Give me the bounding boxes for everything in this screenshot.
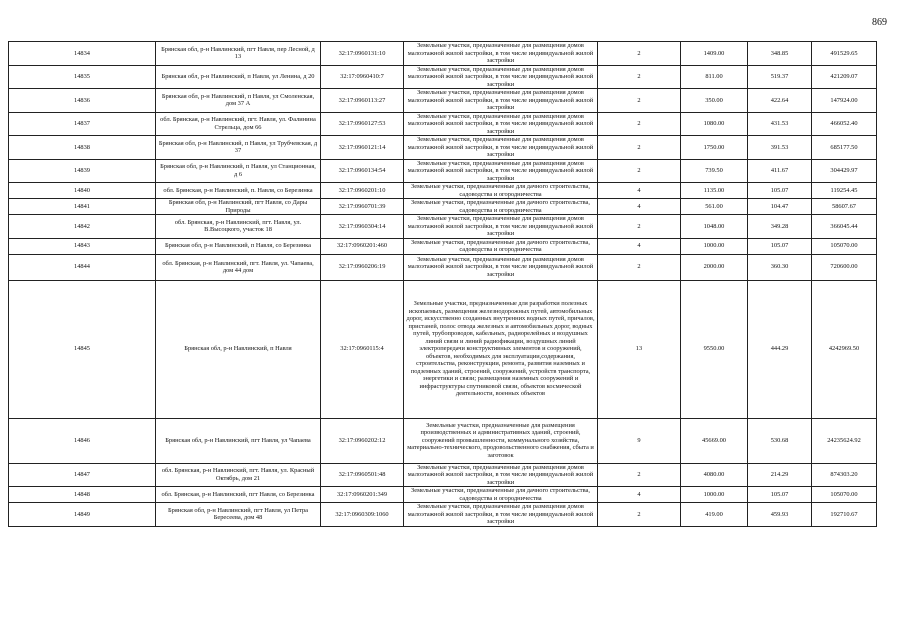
specific-value-cell: 104.47	[748, 199, 812, 215]
land-purpose-cell: Земельные участки, предназначенные для размещения домов малоэтажной жилой застройки, в том числе индивидуальной жилой застройки	[404, 254, 598, 280]
address-cell: обл. Брянская, р-н Навлинский, пгт. Навля, ул. В.Высоцкого, участок 18	[156, 215, 321, 239]
land-registry-table	[8, 41, 877, 527]
table-row	[9, 487, 877, 503]
area-cell: 9550.00	[681, 280, 748, 418]
group-number-cell: 4	[598, 199, 681, 215]
row-number-cell: 14849	[9, 503, 156, 527]
cadastral-value-cell: 720600.00	[812, 254, 877, 280]
group-number-cell: 2	[598, 65, 681, 89]
address-cell: обл. Брянская, р-н Навлинский, пгт Навля, сo Березинка	[156, 487, 321, 503]
table-row	[9, 112, 877, 136]
table-row	[9, 199, 877, 215]
table-row	[9, 136, 877, 160]
address-cell: Брянская обл, р-н Навлинский, п Навля, ул Смоленская, дом 37 А	[156, 89, 321, 113]
cadastral-number-cell: 32:17:0960410:7	[321, 65, 404, 89]
row-number-cell: 14834	[9, 42, 156, 66]
group-number-cell: 2	[598, 254, 681, 280]
cadastral-number-cell: 32:17:0960127:53	[321, 112, 404, 136]
cadastral-value-cell: 366045.44	[812, 215, 877, 239]
land-purpose-cell: Земельные участки, предназначенные для разработки полезных ископаемых, размещения железнодорожных путей, автомобильных дорог, искусственно созданных внутренних водных путей, причалов, пристаней, полос отвода железных и автомобильных дорог, водных путей, трубопроводов, кабельных, радиорелейных и воздушных линий связи и линий радиофикации, воздушных линий электропередачи конструктивных элементов и сооружений, объектов, необходимых для эксплуатации,содержания, строительства, реконструкции, ремонта, развития наземных и подземных зданий, строений, сооружений, устройств транспорта, энергетики и связи; размещения наземных сооружений и инфраструктуры спутниковой связи, объектов космической деятельности, военных объектов	[404, 280, 598, 418]
specific-value-cell: 431.53	[748, 112, 812, 136]
cadastral-value-cell: 466052.40	[812, 112, 877, 136]
specific-value-cell: 105.07	[748, 183, 812, 199]
cadastral-number-cell: 32:17:0960134:54	[321, 159, 404, 183]
land-purpose-cell: Земельные участки, предназначенные для размещения домов малоэтажной жилой застройки, в том числе индивидуальной жилой застройки	[404, 65, 598, 89]
group-number-cell: 4	[598, 238, 681, 254]
land-purpose-cell: Земельные участки, предназначенные для размещения домов малоэтажной жилой застройки, в том числе индивидуальной жилой застройки	[404, 159, 598, 183]
area-cell: 1750.00	[681, 136, 748, 160]
specific-value-cell: 411.67	[748, 159, 812, 183]
cadastral-value-cell: 58607.67	[812, 199, 877, 215]
land-purpose-cell: Земельные участки, предназначенные для размещения домов малоэтажной жилой застройки, в том числе индивидуальной жилой застройки	[404, 42, 598, 66]
specific-value-cell: 530.68	[748, 418, 812, 463]
land-purpose-cell: Земельные участки, предназначенные для размещения производственных и административных зданий, строений, сооружений промышленности, коммунального хозяйства, материально-технического, продовольственного снабжения, сбыта и заготовок	[404, 418, 598, 463]
cadastral-number-cell: 32:17:0960206:19	[321, 254, 404, 280]
specific-value-cell: 105.07	[748, 487, 812, 503]
row-number-cell: 14842	[9, 215, 156, 239]
address-cell: обл. Брянская, р-н Навлинский, пгт. Навля, ул. Фалинина Стрельца, дом 66	[156, 112, 321, 136]
page-number: 869	[872, 17, 887, 28]
cadastral-value-cell: 4242969.50	[812, 280, 877, 418]
area-cell: 45669.00	[681, 418, 748, 463]
group-number-cell: 2	[598, 159, 681, 183]
address-cell: Брянская обл, р-н Навлинский, пгт Навля, ул Чапаева	[156, 418, 321, 463]
cadastral-value-cell: 105070.00	[812, 487, 877, 503]
row-number-cell: 14843	[9, 238, 156, 254]
land-purpose-cell: Земельные участки, предназначенные для размещения домов малоэтажной жилой застройки, в том числе индивидуальной жилой застройки	[404, 215, 598, 239]
cadastral-value-cell: 24235624.92	[812, 418, 877, 463]
cadastral-value-cell: 685177.50	[812, 136, 877, 160]
row-number-cell: 14844	[9, 254, 156, 280]
area-cell: 1409.00	[681, 42, 748, 66]
area-cell: 739.50	[681, 159, 748, 183]
group-number-cell: 4	[598, 183, 681, 199]
specific-value-cell: 422.64	[748, 89, 812, 113]
cadastral-number-cell: 32:17:0960701:39	[321, 199, 404, 215]
land-purpose-cell: Земельные участки, предназначенные для дачного строительства, садоводства и огородничества	[404, 238, 598, 254]
table-row	[9, 254, 877, 280]
cadastral-number-cell: 32:17:0960309:1060	[321, 503, 404, 527]
cadastral-value-cell: 421209.07	[812, 65, 877, 89]
area-cell: 2000.00	[681, 254, 748, 280]
area-cell: 811.00	[681, 65, 748, 89]
specific-value-cell: 360.30	[748, 254, 812, 280]
address-cell: Брянская обл, р-н Навлинский, п Навля, ул Станционная, д 6	[156, 159, 321, 183]
cadastral-number-cell: 32:17:0960115:4	[321, 280, 404, 418]
area-cell: 1048.00	[681, 215, 748, 239]
cadastral-value-cell: 105070.00	[812, 238, 877, 254]
group-number-cell: 2	[598, 215, 681, 239]
address-cell: Брянская обл, р-н Навлинский, п Навля, ул Трубчевская, д 37	[156, 136, 321, 160]
group-number-cell: 2	[598, 89, 681, 113]
group-number-cell: 4	[598, 487, 681, 503]
row-number-cell: 14835	[9, 65, 156, 89]
address-cell: обл. Брянская, р-н Навлинский, п. Навля, сo Березинка	[156, 183, 321, 199]
table-row	[9, 42, 877, 66]
address-cell: Брянская обл, р-н Навлинский, пгт Навля, пер Лесной, д 13	[156, 42, 321, 66]
cadastral-number-cell: 32:17:0960121:14	[321, 136, 404, 160]
land-purpose-cell: Земельные участки, предназначенные для размещения домов малоэтажной жилой застройки, в том числе индивидуальной жилой застройки	[404, 136, 598, 160]
cadastral-number-cell: 32:17:0960131:10	[321, 42, 404, 66]
cadastral-number-cell: 32:17:0960201:460	[321, 238, 404, 254]
specific-value-cell: 348.85	[748, 42, 812, 66]
cadastral-value-cell: 192710.67	[812, 503, 877, 527]
specific-value-cell: 519.37	[748, 65, 812, 89]
cadastral-number-cell: 32:17:0960501:48	[321, 463, 404, 487]
address-cell: Брянская обл, р-н Навлинский, п Навля, ул Ленина, д 20	[156, 65, 321, 89]
row-number-cell: 14845	[9, 280, 156, 418]
cadastral-value-cell: 119254.45	[812, 183, 877, 199]
row-number-cell: 14837	[9, 112, 156, 136]
table-row	[9, 89, 877, 113]
table-row	[9, 215, 877, 239]
group-number-cell: 2	[598, 463, 681, 487]
group-number-cell: 2	[598, 42, 681, 66]
table-row	[9, 463, 877, 487]
specific-value-cell: 214.29	[748, 463, 812, 487]
cadastral-value-cell: 874303.20	[812, 463, 877, 487]
group-number-cell: 13	[598, 280, 681, 418]
address-cell: Брянская обл, р-н Навлинский, п Навля, сo Березинка	[156, 238, 321, 254]
cadastral-number-cell: 32:17:0960113:27	[321, 89, 404, 113]
specific-value-cell: 349.28	[748, 215, 812, 239]
group-number-cell: 2	[598, 136, 681, 160]
land-purpose-cell: Земельные участки, предназначенные для размещения домов малоэтажной жилой застройки, в том числе индивидуальной жилой застройки	[404, 503, 598, 527]
cadastral-value-cell: 304429.97	[812, 159, 877, 183]
area-cell: 561.00	[681, 199, 748, 215]
cadastral-number-cell: 32:17:0960201:10	[321, 183, 404, 199]
specific-value-cell: 105.07	[748, 238, 812, 254]
area-cell: 419.00	[681, 503, 748, 527]
cadastral-value-cell: 147924.00	[812, 89, 877, 113]
land-purpose-cell: Земельные участки, предназначенные для размещения домов малоэтажной жилой застройки, в том числе индивидуальной жилой застройки	[404, 89, 598, 113]
table-row	[9, 65, 877, 89]
row-number-cell: 14848	[9, 487, 156, 503]
area-cell: 1000.00	[681, 487, 748, 503]
table-row	[9, 280, 877, 418]
address-cell: обл. Брянская, р-н Навлинский, пгт. Навля, ул. Красный Октябрь, дом 21	[156, 463, 321, 487]
row-number-cell: 14841	[9, 199, 156, 215]
land-purpose-cell: Земельные участки, предназначенные для размещения домов малоэтажной жилой застройки, в том числе индивидуальной жилой застройки	[404, 112, 598, 136]
cadastral-number-cell: 32:17:0960201:349	[321, 487, 404, 503]
row-number-cell: 14838	[9, 136, 156, 160]
group-number-cell: 2	[598, 112, 681, 136]
table-body	[9, 42, 877, 527]
area-cell: 1135.00	[681, 183, 748, 199]
area-cell: 1080.00	[681, 112, 748, 136]
table-row	[9, 418, 877, 463]
address-cell: обл. Брянская, р-н Навлинский, пгт. Навля, ул. Чапаева, дом 44 дом	[156, 254, 321, 280]
address-cell: Брянская обл, р-н Навлинский, п Навля	[156, 280, 321, 418]
row-number-cell: 14836	[9, 89, 156, 113]
address-cell: Брянская обл, р-н Навлинский, пгт Навля, ул Петра Бересеева, дом 48	[156, 503, 321, 527]
cadastral-number-cell: 32:17:0960202:12	[321, 418, 404, 463]
row-number-cell: 14839	[9, 159, 156, 183]
group-number-cell: 9	[598, 418, 681, 463]
land-purpose-cell: Земельные участки, предназначенные для дачного строительства, садоводства и огородничества	[404, 487, 598, 503]
address-cell: Брянская обл, р-н Навлинский, пгт Навля, сo Дары Природы	[156, 199, 321, 215]
specific-value-cell: 391.53	[748, 136, 812, 160]
table-row	[9, 183, 877, 199]
land-purpose-cell: Земельные участки, предназначенные для дачного строительства, садоводства и огородничества	[404, 199, 598, 215]
land-purpose-cell: Земельные участки, предназначенные для дачного строительства, садоводства и огородничества	[404, 183, 598, 199]
area-cell: 4080.00	[681, 463, 748, 487]
row-number-cell: 14847	[9, 463, 156, 487]
cadastral-value-cell: 491529.65	[812, 42, 877, 66]
table-row	[9, 159, 877, 183]
row-number-cell: 14840	[9, 183, 156, 199]
row-number-cell: 14846	[9, 418, 156, 463]
specific-value-cell: 444.29	[748, 280, 812, 418]
table-row	[9, 503, 877, 527]
area-cell: 350.00	[681, 89, 748, 113]
land-purpose-cell: Земельные участки, предназначенные для размещения домов малоэтажной жилой застройки, в том числе индивидуальной жилой застройки	[404, 463, 598, 487]
area-cell: 1000.00	[681, 238, 748, 254]
table-row	[9, 238, 877, 254]
specific-value-cell: 459.93	[748, 503, 812, 527]
cadastral-number-cell: 32:17:0960304:14	[321, 215, 404, 239]
group-number-cell: 2	[598, 503, 681, 527]
